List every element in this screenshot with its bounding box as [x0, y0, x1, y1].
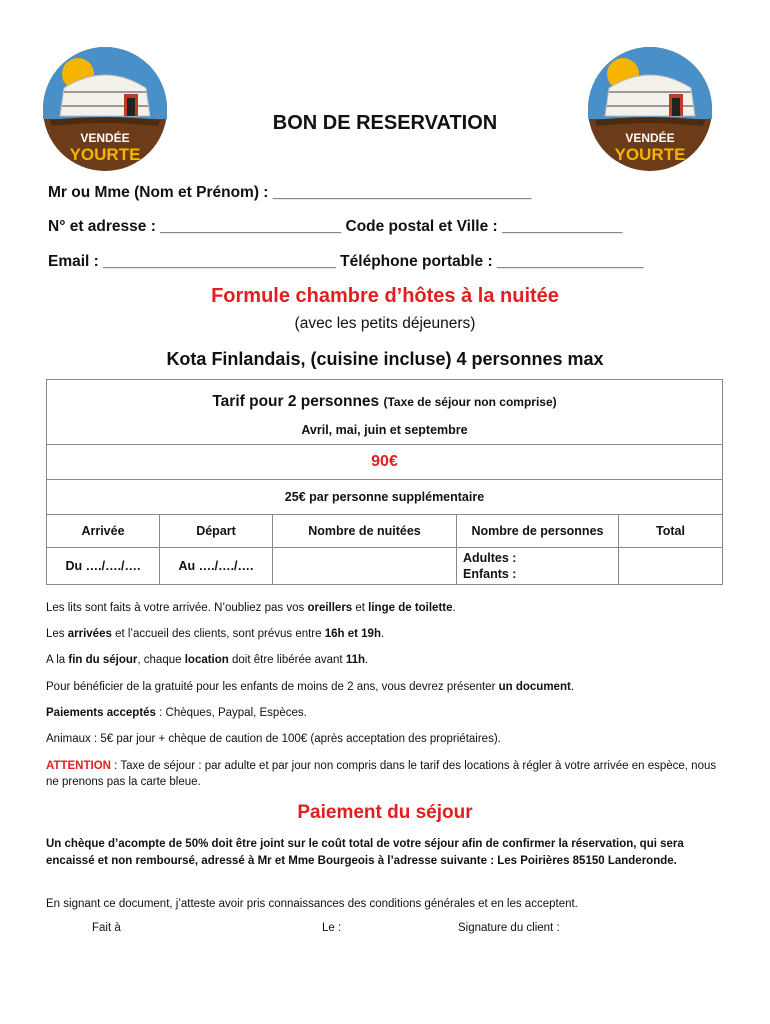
signature-label[interactable]: Signature du client : — [458, 922, 560, 934]
tarif-table — [46, 379, 723, 585]
attestation-text: En signant ce document, j’atteste avoir pris connaissances des conditions générales et en les acceptent. — [46, 898, 578, 910]
paragraph-fin-sejour: A la fin du séjour, chaque location doit être libérée avant 11h. — [46, 654, 369, 666]
vendee-yourte-logo-right — [585, 44, 715, 174]
fait-a-label[interactable]: Fait à — [92, 922, 121, 934]
paragraph-gratuite: Pour bénéficier de la gratuité pour les enfants de moins de 2 ans, vous devrez présenter un document. — [46, 681, 575, 693]
depart-field[interactable]: Au …./…./…. — [160, 548, 273, 585]
logo-text-bottom: YOURTE — [69, 145, 141, 164]
contact-field-line[interactable]: Email : ___________________________ Téléphone portable : _________________ — [48, 253, 644, 270]
tarif-season: Avril, mai, juin et septembre — [301, 423, 468, 437]
tarif-header-cell — [47, 380, 723, 445]
paragraph-arrivees: Les arrivées et l’accueil des clients, sont prévus entre 16h et 19h. — [46, 628, 385, 640]
formule-subtitle: (avec les petits déjeuners) — [294, 315, 476, 332]
name-field-line[interactable]: Mr ou Mme (Nom et Prénom) : ______________________________ — [48, 184, 532, 201]
arrivee-field[interactable]: Du …./…./…. — [47, 548, 160, 585]
col-total: Total — [619, 515, 723, 548]
address-field-line[interactable]: N° et adresse : _____________________ Code postal et Ville : ______________ — [48, 218, 623, 235]
tarif-supplement: 25€ par personne supplémentaire — [47, 480, 723, 515]
logo-text-bottom: YOURTE — [614, 145, 686, 164]
col-arrivee: Arrivée — [47, 515, 160, 548]
total-field[interactable] — [619, 548, 723, 585]
col-personnes: Nombre de personnes — [457, 515, 619, 548]
date-label[interactable]: Le : — [322, 922, 342, 934]
tarif-heading-note: (Taxe de séjour non comprise) — [383, 395, 557, 409]
enfants-label: Enfants : — [463, 567, 517, 581]
paiement-text: Un chèque d’acompte de 50% doit être joint sur le coût total de votre séjour afin de confirmer la réservation, qui sera encaissé et non remboursé, adressé à Mr et Mme Bourgeois à l’adresse suivante : Les Poirières 85150 Landeronde. — [46, 838, 684, 867]
col-depart: Départ — [160, 515, 273, 548]
paragraph-attention: ATTENTION : Taxe de séjour : par adulte et par jour non compris dans le tarif des locations à régler à votre arrivée en espèce, nous ne prenons pas la carte bleue. — [46, 760, 717, 788]
paragraph-lits: Les lits sont faits à votre arrivée. N’oubliez pas vos oreillers et linge de toilette. — [46, 602, 456, 614]
logo-text-top: VENDÉE — [625, 131, 675, 145]
tarif-price: 90€ — [47, 445, 723, 480]
personnes-field[interactable] — [457, 548, 619, 585]
page-title: BON DE RESERVATION — [272, 112, 498, 134]
nuitees-field[interactable] — [273, 548, 457, 585]
col-nuitees: Nombre de nuitées — [273, 515, 457, 548]
tarif-heading: Tarif pour 2 personnes — [212, 393, 380, 410]
logo-text-top: VENDÉE — [80, 131, 130, 145]
paragraph-paiements: Paiements acceptés : Chèques, Paypal, Espèces. — [46, 707, 307, 719]
formule-title: Formule chambre d’hôtes à la nuitée — [211, 285, 559, 307]
paragraph-animaux: Animaux : 5€ par jour + chèque de caution de 100€ (après acceptation des propriétaires). — [46, 733, 501, 745]
paiement-title: Paiement du séjour — [297, 802, 473, 823]
kota-heading: Kota Finlandais, (cuisine incluse) 4 personnes max — [166, 349, 604, 369]
adultes-label: Adultes : — [463, 551, 517, 565]
vendee-yourte-logo-left — [40, 44, 170, 174]
